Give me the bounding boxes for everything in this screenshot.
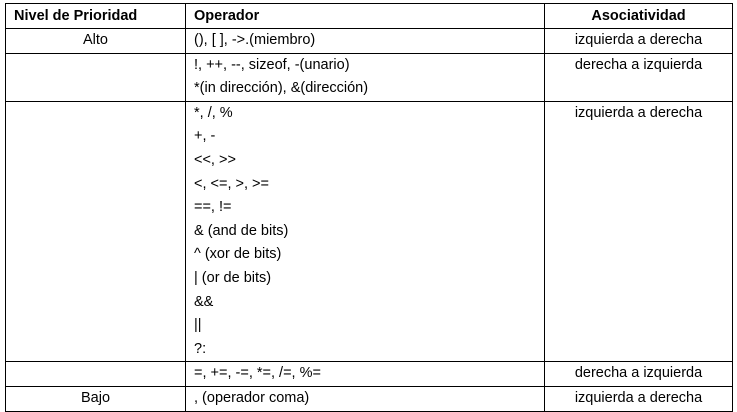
- priority-label: [14, 54, 177, 78]
- table-row: [6, 362, 733, 387]
- associativity-label: izquierda a derecha: [574, 32, 703, 48]
- operator-precedence-table: [5, 3, 733, 412]
- operator-line: ?:: [194, 340, 207, 357]
- associativity-cell: [545, 362, 733, 387]
- associativity-label: izquierda a derecha: [574, 104, 703, 121]
- table-row: [6, 386, 733, 411]
- operator-line: =, +=, -=, *=, /=, %=: [194, 365, 321, 382]
- operator-line: !, ++, --, sizeof, -(unario): [194, 56, 350, 73]
- header-operator: Operador: [186, 4, 545, 29]
- associativity-cell: [545, 386, 733, 411]
- operator-line: *(in dirección), &(dirección): [194, 80, 369, 97]
- priority-cell: [6, 101, 186, 362]
- priority-cell: [6, 29, 186, 54]
- associativity-label: izquierda a derecha: [574, 389, 703, 406]
- table-row: [6, 101, 733, 362]
- associativity-label: derecha a izquierda: [574, 365, 703, 382]
- header-row: [6, 4, 733, 29]
- operator-line: <, <=, >, >=: [194, 175, 269, 192]
- operator-cell: [186, 362, 545, 387]
- header-priority: Nivel de Prioridad: [6, 4, 186, 29]
- operator-cell: [186, 101, 545, 362]
- table-row: [6, 29, 733, 54]
- operator-line: & (and de bits): [194, 222, 289, 239]
- operator-line: *, /, %: [194, 104, 233, 121]
- header-associativity: Asociatividad: [545, 4, 733, 29]
- operator-line: | (or de bits): [194, 269, 272, 286]
- priority-cell: [6, 53, 186, 101]
- priority-label: [14, 362, 177, 386]
- priority-label: Bajo: [80, 389, 111, 406]
- associativity-cell: [545, 53, 733, 101]
- priority-cell: [6, 386, 186, 411]
- table-row: [6, 53, 733, 101]
- operator-line: ==, !=: [194, 199, 232, 216]
- associativity-label: derecha a izquierda: [574, 56, 703, 73]
- operator-line: &&: [194, 293, 214, 310]
- associativity-cell: [545, 101, 733, 362]
- operator-cell: [186, 386, 545, 411]
- associativity-cell: [545, 29, 733, 54]
- operator-line: (), [ ], ->.(miembro): [194, 32, 316, 48]
- operator-line: , (operador coma): [194, 389, 310, 406]
- priority-label: [14, 102, 177, 126]
- priority-cell: [6, 362, 186, 387]
- operator-line: <<, >>: [194, 151, 236, 168]
- priority-label: Alto: [83, 32, 108, 48]
- operator-line: ^ (xor de bits): [194, 246, 282, 263]
- operator-cell: [186, 53, 545, 101]
- operator-line: +, -: [194, 128, 216, 145]
- operator-cell: [186, 29, 545, 54]
- operator-line: ||: [194, 317, 202, 334]
